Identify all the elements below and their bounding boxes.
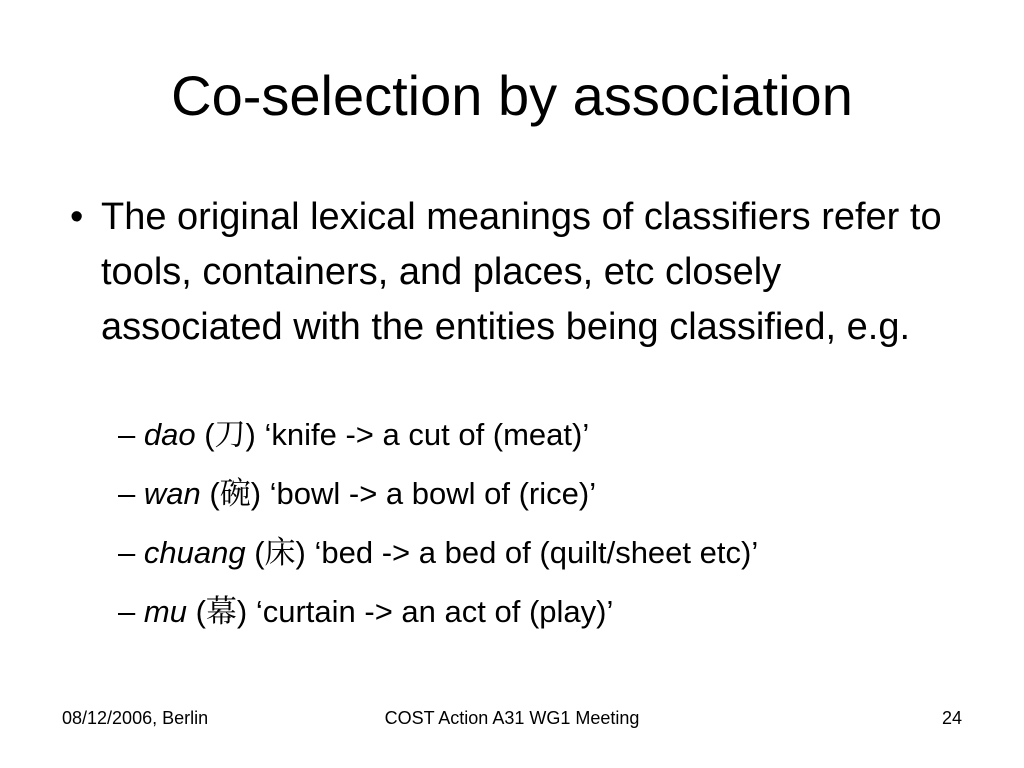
main-bullet-row: [70, 190, 970, 355]
example-open-paren: (: [200, 476, 220, 511]
example-term: mu: [143, 594, 187, 629]
example-term: chuang: [143, 535, 246, 570]
example-item-wan: [118, 475, 978, 512]
footer-page-number: 24: [941, 708, 962, 728]
example-gloss: ) ‘bed -> a bed of (quilt/sheet etc)’: [295, 535, 759, 570]
slide-title: Co-selection by association: [171, 64, 853, 127]
example-open-paren: (: [186, 594, 206, 629]
example-term: dao: [143, 417, 196, 452]
example-dash: –: [118, 535, 136, 570]
example-gloss: ) ‘curtain -> an act of (play)’: [236, 594, 614, 629]
example-dash: –: [118, 476, 136, 511]
example-hanzi: 刀: [214, 417, 246, 453]
footer-event: COST Action A31 WG1 Meeting: [384, 708, 640, 728]
footer-date: 08/12/2006, Berlin: [62, 708, 209, 728]
example-item-chuang: [118, 534, 978, 571]
example-term: wan: [143, 476, 201, 511]
example-list: [118, 416, 978, 652]
example-dash: –: [118, 594, 136, 629]
example-item-mu: [118, 593, 978, 630]
bullet-marker: •: [70, 196, 84, 238]
example-gloss: ) ‘bowl -> a bowl of (rice)’: [250, 476, 597, 511]
example-hanzi: 床: [264, 535, 296, 571]
example-gloss: ) ‘knife -> a cut of (meat)’: [245, 417, 590, 452]
example-dash: –: [118, 417, 136, 452]
example-hanzi: 幕: [205, 594, 237, 630]
example-open-paren: (: [195, 417, 215, 452]
example-hanzi: 碗: [219, 476, 251, 512]
example-item-dao: [118, 416, 978, 453]
main-bullet: [70, 190, 970, 355]
main-bullet-text: The original lexical meanings of classifiers refer to tools, containers, and places, etc closely associated with the entities being classified, e.g.: [101, 196, 942, 348]
example-open-paren: (: [245, 535, 265, 570]
